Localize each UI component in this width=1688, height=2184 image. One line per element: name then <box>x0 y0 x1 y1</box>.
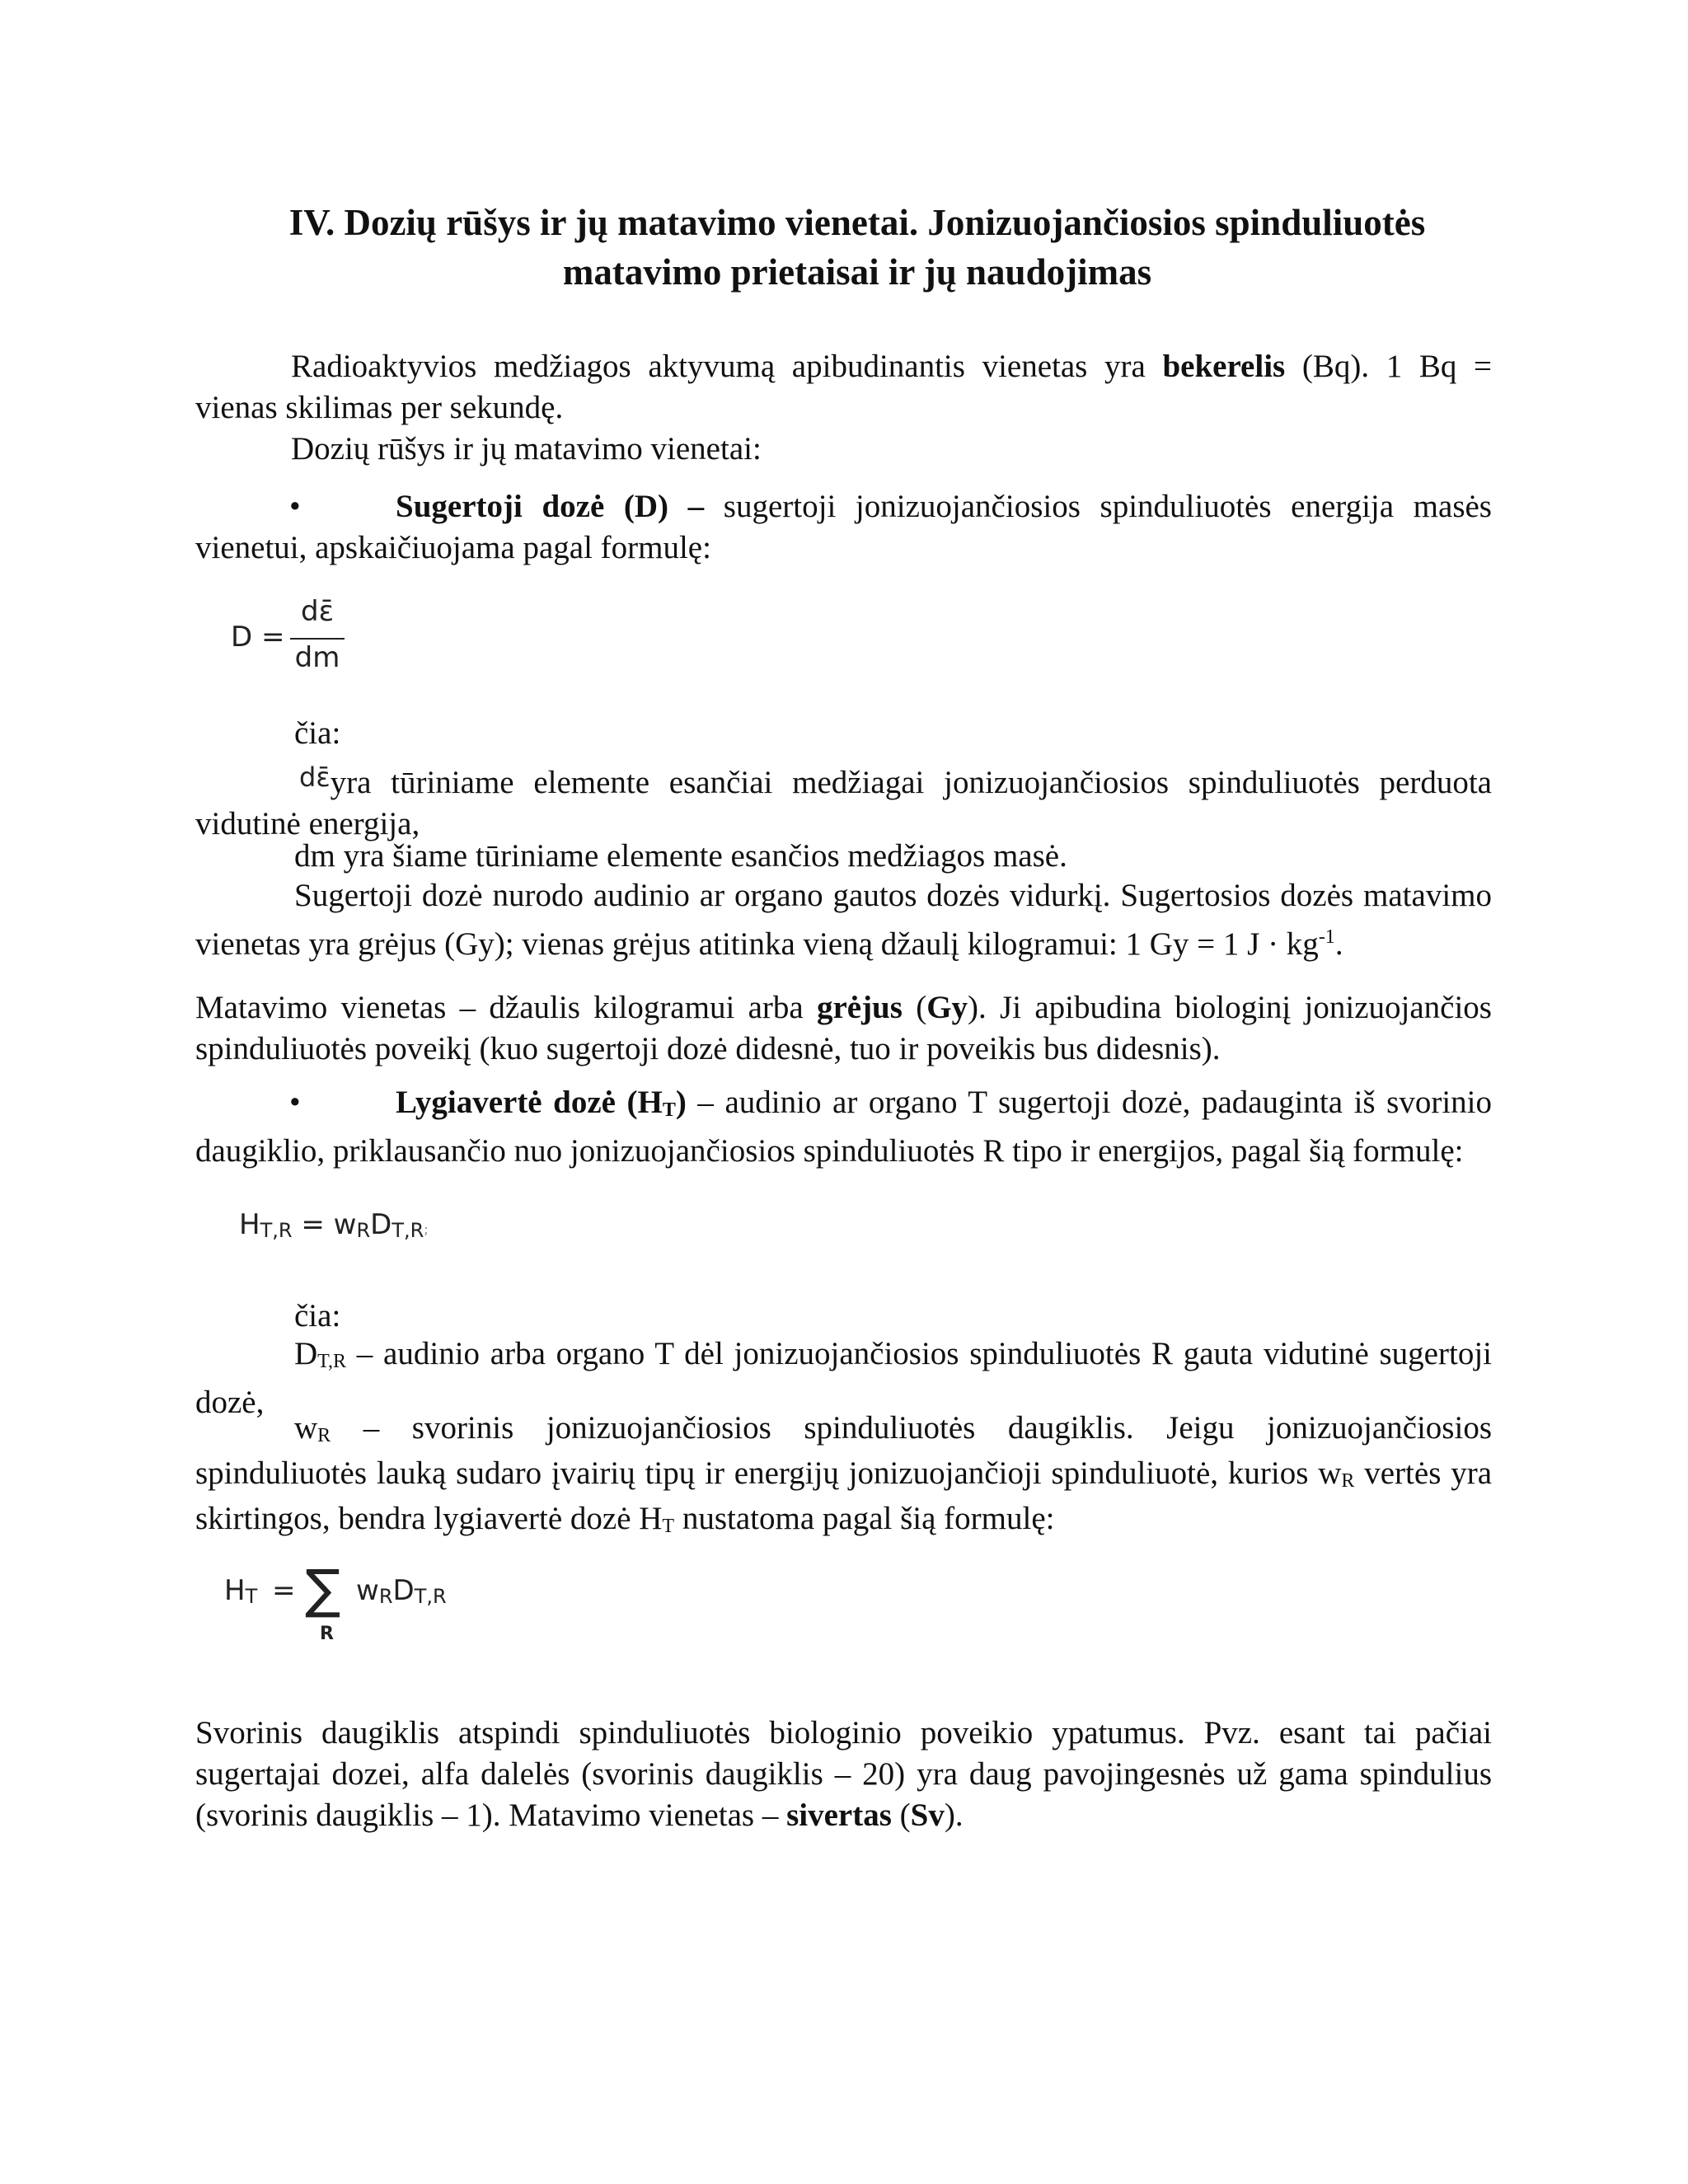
absorbed-dose-term: Sugertoji dozė (D) – <box>396 489 705 524</box>
definition-energy: $^{d\varepsilon̄}$yra tūriniame elemente esančiai medžiagai jonizuojančiosios spinduliuotės perduota vidutinė energija, <box>195 762 1492 841</box>
gy-term: Gy <box>926 990 968 1025</box>
definition-mass: dm yra šiame tūriniame elemente esančios medžiagos masė. <box>294 838 1067 874</box>
bekerelis-term: bekerelis <box>1162 349 1286 384</box>
title-line-1: IV. Dozių rūšys ir jų matavimo vienetai. Jonizuojančiosios spinduliuotės <box>288 202 1426 243</box>
gray-unit-paragraph: Matavimo vienetas – džaulis kilogramui arba grėjus (Gy). Ji apibudina biologinį jonizuojančios spinduliuotės poveikį (kuo sugertoji dozė didesnė, tuo ir poveikis bus didesnis). <box>195 990 1492 1066</box>
page-title <box>198 198 1517 297</box>
formula-numerator: dε̄ <box>301 595 334 628</box>
title-line-2: matavimo prietaisai ir jų naudojimas <box>562 251 1152 293</box>
formula-denominator: dm <box>294 641 340 674</box>
sv-term: Sv <box>910 1797 945 1833</box>
bullet-equivalent: • <box>289 1085 301 1120</box>
absorbed-dose-unit-paragraph: Sugertoji dozė nurodo audinio ar organo gautos dozės vidurkį. Sugertosios dozės matavimo vienetas yra grėjus (Gy); vienas grėjus atitinka vieną džaulį kilogramui: 1 Gy = 1 $J \cdot kg^{-1}$. <box>195 878 1492 962</box>
absorbed-dose-paragraph: Sugertoji dozė (D) – sugertoji jonizuojančiosios spinduliuotės energija masės vienetui, apskaičiuojama pagal formulę: <box>195 489 1492 565</box>
dose-types-label: Dozių rūšys ir jų matavimo vienetai: <box>291 431 762 466</box>
sigma-symbol: ∑ <box>305 1559 341 1620</box>
equivalent-dose-term: Lygiavertė dozė $(H_T)$ <box>396 1085 687 1121</box>
grejus-term: grėjus <box>816 990 903 1025</box>
intro-paragraph: Radioaktyvios medžiagos aktyvumą apibudinantis vienetas yra bekerelis (Bq). 1 Bq = vienas skilimas per sekundę. <box>195 349 1492 425</box>
fraction-bar <box>290 638 345 640</box>
where-label-2: čia: <box>294 1298 341 1333</box>
weighting-factor-paragraph: Svorinis daugiklis atspindi spinduliuotės biologinio poveikio ypatumus. Pvz. esant tai pačiai sugertajai dozei, alfa dalelės (svorinis daugiklis – 20) yra daug pavojingesnės už gama spindulius (svorinis daugiklis – 1). Matavimo vienetas – sivertas (Sv). <box>195 1715 1492 1833</box>
formula-symbol-energy: dε̄ <box>299 762 331 793</box>
bullet-absorbed: • <box>289 489 301 524</box>
definition-weighting-factor: $w_R$ – svorinis jonizuojančiosios spinduliuotės daugiklis. Jeigu jonizuojančiosios spinduliuotės lauką sudaro įvairių tipų ir energijų jonizuojančioji spinduliuotė, kurios $w_R$ vertės yra skirtingos, bendra lygiavertė dozė $H_T$ nustatoma pagal šią formulę: <box>195 1410 1493 1537</box>
where-label-1: čia: <box>294 715 341 751</box>
equivalent-dose-paragraph: Lygiavertė dozė $(H_T)$ – audinio ar organo T sugertoji dozė, padauginta iš svorinio daugiklio, priklausančio nuo jonizuojančiosios spinduliuotės R tipo ir energijos, pagal šią formulę: <box>195 1085 1492 1169</box>
formula-sum-equivalent-dose: $H_T$ = ∑ R $w_RD_{T,R}$ <box>224 1559 447 1644</box>
sivertas-term: sivertas <box>786 1797 892 1833</box>
formula-absorbed-dose: D = dε̄ dm <box>231 602 363 676</box>
formula-equivalent-dose: $H_{T,R} = w_RD_{T,R}$; <box>239 1208 429 1242</box>
definition-absorbed-tr: $D_{T,R}$ – audinio arba organo T dėl jonizuojančiosios spinduliuotės R gauta vidutinė sugertoji dozė, <box>195 1336 1492 1420</box>
